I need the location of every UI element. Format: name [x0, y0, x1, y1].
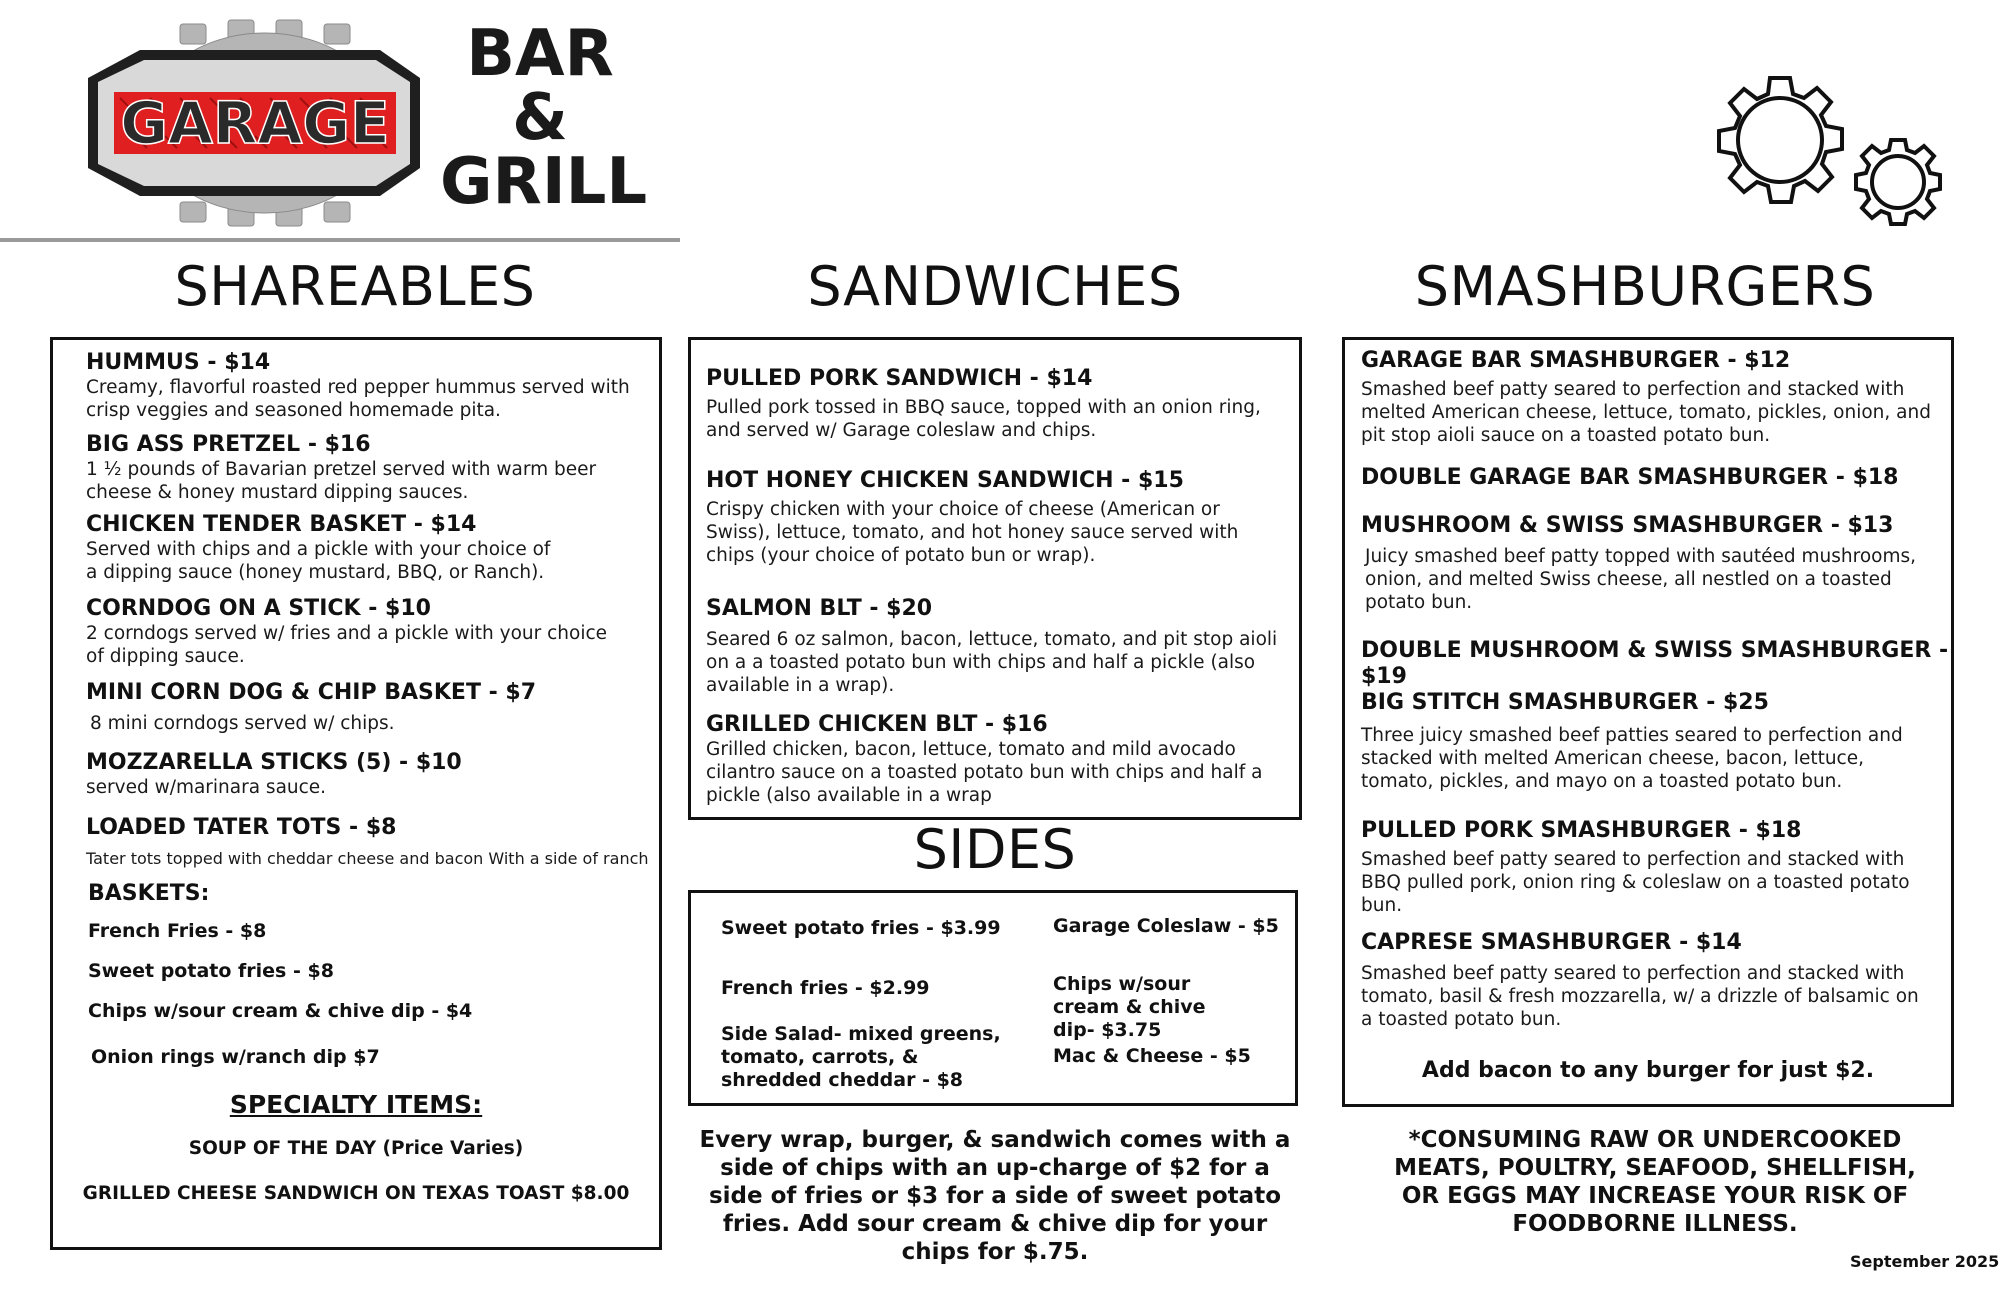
side-item: Side Salad- mixed greens, tomato, carrots, & shredded cheddar - $8: [721, 1023, 1001, 1091]
burger-item: [1361, 638, 1951, 690]
menu-date: September 2025: [1850, 1252, 2000, 1271]
item-name: MINI CORN DOG & CHIP BASKET - $7: [86, 680, 537, 705]
sandwich-item: [706, 366, 1291, 442]
item-desc: Smashed beef patty seared to perfection and stacked with tomato, basil & fresh mozzarella, w/ a drizzle of balsamic on a toasted potato bun.: [1361, 963, 1919, 1030]
item-desc: Pulled pork tossed in BBQ sauce, topped with an onion ring, and served w/ Garage coleslaw and chips.: [706, 397, 1261, 441]
item-desc: Juicy smashed beef patty topped with sautéed mushrooms, onion, and melted Swiss cheese, all nestled on a toasted potato bun.: [1365, 546, 1917, 613]
item-desc: 1 ½ pounds of Bavarian pretzel served with warm beer cheese & honey mustard dipping sauces.: [86, 459, 597, 503]
sandwich-item: [706, 596, 1296, 697]
burger-item: [1361, 465, 1941, 491]
item-desc: Creamy, flavorful roasted red pepper hummus served with crisp veggies and seasoned homemade pita.: [86, 377, 630, 421]
sandwiches-title: SANDWICHES: [807, 255, 1183, 318]
gears-icon: [1680, 55, 1960, 245]
item-name: CORNDOG ON A STICK - $10: [86, 596, 431, 621]
brand-ampersand: &: [512, 81, 568, 155]
item-desc: Crispy chicken with your choice of cheese (American or Swiss), lettuce, tomato, and hot honey sauce served with chips (your choice of potato bun or wrap).: [706, 499, 1239, 566]
item-name: MUSHROOM & SWISS SMASHBURGER - $13: [1361, 513, 1894, 538]
sandwiches-box: [688, 337, 1302, 820]
item-name: SALMON BLT - $20: [706, 596, 933, 621]
basket-item: French Fries - $8: [88, 920, 267, 942]
item-name: HOT HONEY CHICKEN SANDWICH - $15: [706, 468, 1184, 493]
item-name: GARAGE BAR SMASHBURGER - $12: [1361, 348, 1791, 373]
smashburgers-title: SMASHBURGERS: [1414, 255, 1876, 318]
shareables-box: [50, 337, 662, 1250]
basket-item: Sweet potato fries - $8: [88, 960, 334, 982]
item-name: LOADED TATER TOTS - $8: [86, 815, 397, 840]
shareable-item: [86, 512, 556, 584]
burger-item: [1361, 930, 1921, 1031]
shareable-item: [86, 432, 646, 504]
brand-wordmark: [440, 17, 648, 219]
smashburgers-box: [1342, 337, 1954, 1107]
item-name: MOZZARELLA STICKS (5) - $10: [86, 750, 462, 775]
sides-box: [688, 890, 1298, 1106]
item-name: GRILLED CHICKEN BLT - $16: [706, 712, 1048, 737]
sides-note: Every wrap, burger, & sandwich comes with a side of chips with an up-charge of $2 for a side of fries or $3 for a side of sweet potato fries. Add sour cream & chive dip for your chips for $.75.: [699, 1127, 1291, 1265]
item-desc: served w/marinara sauce.: [86, 777, 327, 798]
logo-word: GARAGE: [120, 89, 390, 157]
sandwich-item: [706, 712, 1296, 807]
burger-item: [1361, 818, 1941, 917]
basket-item: Chips w/sour cream & chive dip - $4: [88, 1000, 473, 1022]
burger-item: [1361, 348, 1931, 447]
sandwich-item: [706, 468, 1266, 567]
item-name: BIG ASS PRETZEL - $16: [86, 432, 371, 457]
item-desc: 2 corndogs served w/ fries and a pickle with your choice of dipping sauce.: [86, 623, 608, 667]
side-item: Sweet potato fries - $3.99: [721, 917, 1001, 939]
item-name: DOUBLE MUSHROOM & SWISS SMASHBURGER - $19: [1361, 638, 1949, 689]
sides-title: SIDES: [913, 818, 1077, 881]
item-desc: Three juicy smashed beef patties seared to perfection and stacked with melted American cheese, bacon, lettuce, tomato, pickles, and mayo on a toasted potato bun.: [1361, 725, 1903, 792]
item-desc: Served with chips and a pickle with your choice of a dipping sauce (honey mustard, BBQ, or Ranch).: [86, 539, 551, 583]
item-name: CAPRESE SMASHBURGER - $14: [1361, 930, 1742, 955]
bacon-note: Add bacon to any burger for just $2.: [1421, 1058, 1875, 1083]
item-desc: Seared 6 oz salmon, bacon, lettuce, tomato, and pit stop aioli on a a toasted potato bun with chips and half a pickle (also available in a wrap).: [706, 629, 1278, 696]
basket-item: Onion rings w/ranch dip $7: [91, 1046, 380, 1068]
specialty-item: GRILLED CHEESE SANDWICH ON TEXAS TOAST $8.00: [82, 1183, 630, 1204]
item-name: PULLED PORK SMASHBURGER - $18: [1361, 818, 1802, 843]
specialty-item: SOUP OF THE DAY (Price Varies): [188, 1138, 524, 1159]
raw-food-warning: *CONSUMING RAW OR UNDERCOOKED MEATS, POULTRY, SEAFOOD, SHELLFISH, OR EGGS MAY INCREASE YOUR RISK OF FOODBORNE ILLNESS.: [1394, 1127, 1916, 1237]
garage-logo: [80, 18, 430, 228]
item-desc: Smashed beef patty seared to perfection and stacked with BBQ pulled pork, onion ring & coleslaw on a toasted potato bun.: [1361, 849, 1910, 916]
item-desc: 8 mini corndogs served w/ chips.: [90, 713, 395, 734]
item-name: BIG STITCH SMASHBURGER - $25: [1361, 690, 1769, 715]
shareable-item: [86, 750, 646, 799]
shareable-item: [86, 350, 646, 422]
burger-item: [1361, 513, 1921, 614]
brand-grill: GRILL: [440, 145, 648, 219]
side-item: Mac & Cheese - $5: [1053, 1045, 1251, 1067]
shareable-item: [86, 596, 626, 668]
item-desc: Tater tots topped with cheddar cheese and bacon With a side of ranch: [86, 849, 649, 868]
burger-item: [1361, 690, 1921, 793]
shareables-title: SHAREABLES: [174, 255, 536, 318]
shareable-item: [86, 815, 656, 870]
header-rule: [0, 238, 680, 242]
side-item: Garage Coleslaw - $5: [1053, 915, 1279, 937]
item-desc: Grilled chicken, bacon, lettuce, tomato and mild avocado cilantro sauce on a toasted potato bun with chips and half a pickle (also available in a wrap: [706, 739, 1263, 806]
item-name: CHICKEN TENDER BASKET - $14: [86, 512, 477, 537]
specialty-title: SPECIALTY ITEMS:: [229, 1090, 483, 1119]
item-name: DOUBLE GARAGE BAR SMASHBURGER - $18: [1361, 465, 1899, 490]
side-item: Chips w/sour cream & chive dip- $3.75: [1053, 973, 1206, 1041]
brand-bar: BAR: [466, 17, 614, 91]
item-name: HUMMUS - $14: [86, 350, 271, 375]
baskets-title: BASKETS:: [88, 881, 210, 906]
side-item: French fries - $2.99: [721, 977, 930, 999]
item-name: PULLED PORK SANDWICH - $14: [706, 366, 1093, 391]
item-desc: Smashed beef patty seared to perfection and stacked with melted American cheese, lettuce, tomato, pickles, onion, and pit stop aioli sauce on a toasted potato bun.: [1361, 379, 1931, 446]
shareable-item: [86, 680, 646, 735]
